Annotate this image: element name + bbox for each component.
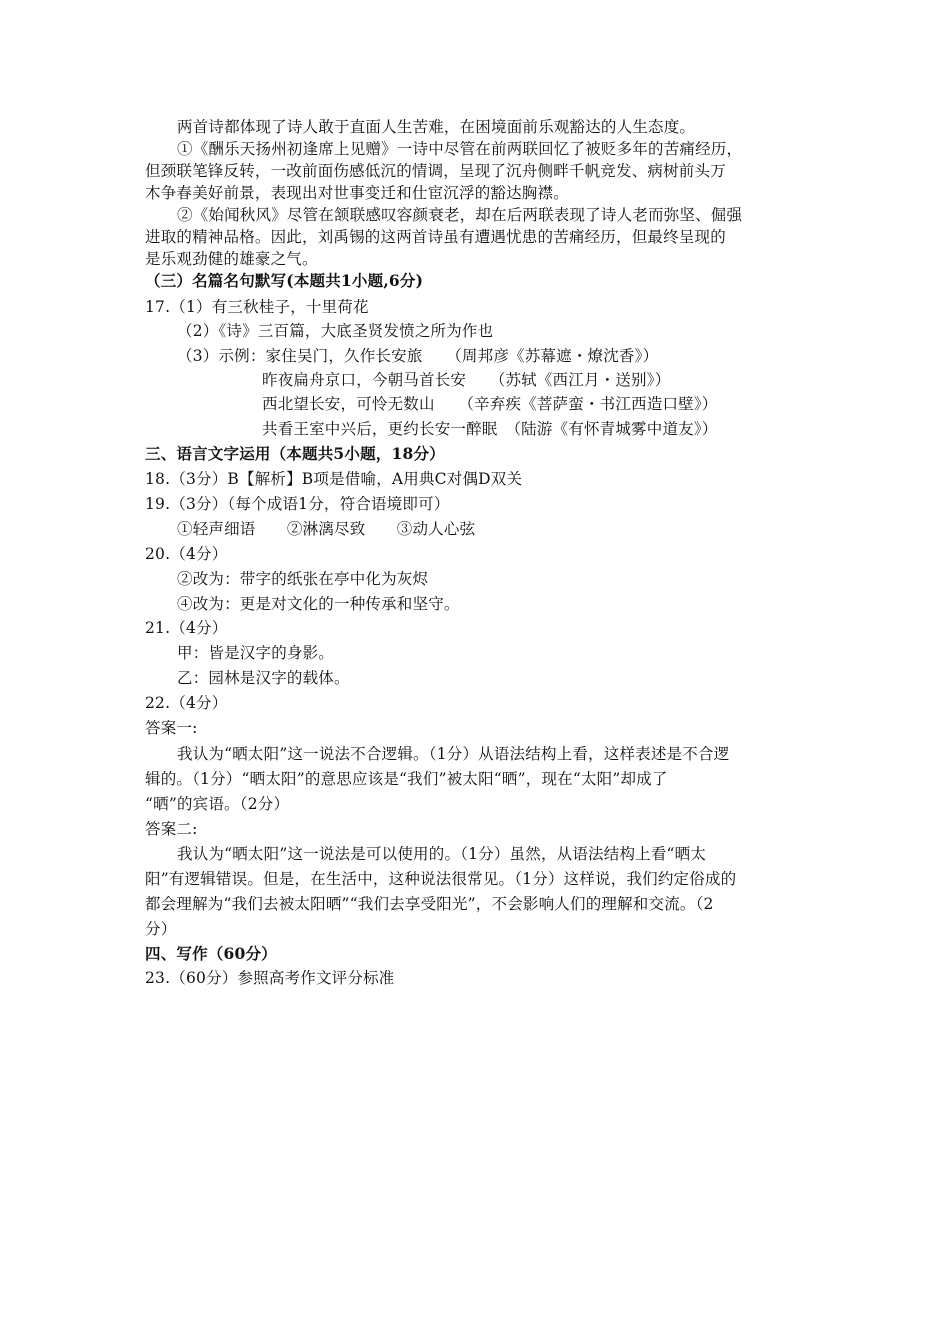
text-line: 我认为“晒太阳”这一说法是可以使用的。（1分）虽然，从语法结构上看“晒太 xyxy=(177,845,707,863)
text-line: 共看王室中兴后，更约长安一醉眠 （陆游《有怀青城雾中道友》） xyxy=(262,420,718,438)
text-line: 进取的精神品格。因此，刘禹锡的这两首诗虽有遭遇忧患的苦痛经历，但最终呈现的 xyxy=(145,228,726,246)
text-line: “晒”的宾语。（2分） xyxy=(145,795,290,813)
text-line: ①轻声细语 ②淋漓尽致 ③动人心弦 xyxy=(177,520,476,538)
text-line: 我认为“晒太阳”这一说法不合逻辑。（1分）从语法结构上看，这样表述是不合逻 xyxy=(177,745,730,763)
text-line: 都会理解为“我们去被太阳晒”“我们去享受阳光”，不会影响人们的理解和交流。（2 xyxy=(145,895,714,913)
text-line: 19.（3分）（每个成语1分，符合语境即可） xyxy=(145,495,450,513)
text-line: （2）《诗》三百篇，大底圣贤发愤之所为作也 xyxy=(177,322,494,340)
text-line: 但颈联笔锋反转，一改前面伤感低沉的情调，呈现了沉舟侧畔千帆竞发、病树前头万 xyxy=(145,162,726,180)
text-line: 22.（4分） xyxy=(145,694,228,712)
text-line: ①《酬乐天扬州初逢席上见赠》一诗中尽管在前两联回忆了被贬多年的苦痛经历， xyxy=(177,140,743,158)
text-line: 23.（60分）参照高考作文评分标准 xyxy=(145,969,395,987)
text-line: 分） xyxy=(145,920,177,938)
section-heading: 三、语言文字运用（本题共5小题，18分） xyxy=(145,444,445,463)
text-line: 21.（4分） xyxy=(145,619,228,637)
text-line: ②改为：带字的纸张在亭中化为灰烬 xyxy=(177,570,429,588)
text-line: 18.（3分）B【解析】B项是借喻，A用典C对偶D双关 xyxy=(145,470,523,488)
text-line: 西北望长安，可怜无数山 （辛弃疾《菩萨蛮・书江西造口壁》） xyxy=(262,395,718,413)
text-line: 阳”有逻辑错误。但是，在生活中，这种说法很常见。（1分）这样说，我们约定俗成的 xyxy=(145,870,737,888)
text-line: 是乐观劲健的雄豪之气。 xyxy=(145,250,318,268)
text-line: 乙：园林是汉字的载体。 xyxy=(177,669,350,687)
text-line: ②《始闻秋风》尽管在颔联感叹容颜衰老，却在后两联表现了诗人老而弥坚、倔强 xyxy=(177,206,743,224)
text-line: 17.（1）有三秋桂子，十里荷花 xyxy=(145,298,369,316)
text-line: （3）示例：家住吴门，久作长安旅 （周邦彦《苏幕遮・燎沈香》） xyxy=(177,347,659,365)
text-line: ④改为：更是对文化的一种传承和坚守。 xyxy=(177,595,460,613)
text-line: 答案二: xyxy=(145,820,198,838)
text-line: 20.（4分） xyxy=(145,545,228,563)
section-heading: 四、写作（60分） xyxy=(145,944,277,963)
text-line: 辑的。（1分）“晒太阳”的意思应该是“我们”被太阳“晒”，现在“太阳”却成了 xyxy=(145,770,668,788)
text-line: 木争春美好前景，表现出对世事变迁和仕宦沉浮的豁达胸襟。 xyxy=(145,184,569,202)
text-line: 昨夜扁舟京口，今朝马首长安 （苏轼《西江月・送别》） xyxy=(262,371,671,389)
text-line: 甲：皆是汉字的身影。 xyxy=(177,644,335,662)
text-line: 答案一: xyxy=(145,719,198,737)
text-line: 两首诗都体现了诗人敢于直面人生苦难，在困境面前乐观豁达的人生态度。 xyxy=(177,118,696,136)
section-heading: （三）名篇名句默写(本题共1小题,6分) xyxy=(145,271,424,290)
